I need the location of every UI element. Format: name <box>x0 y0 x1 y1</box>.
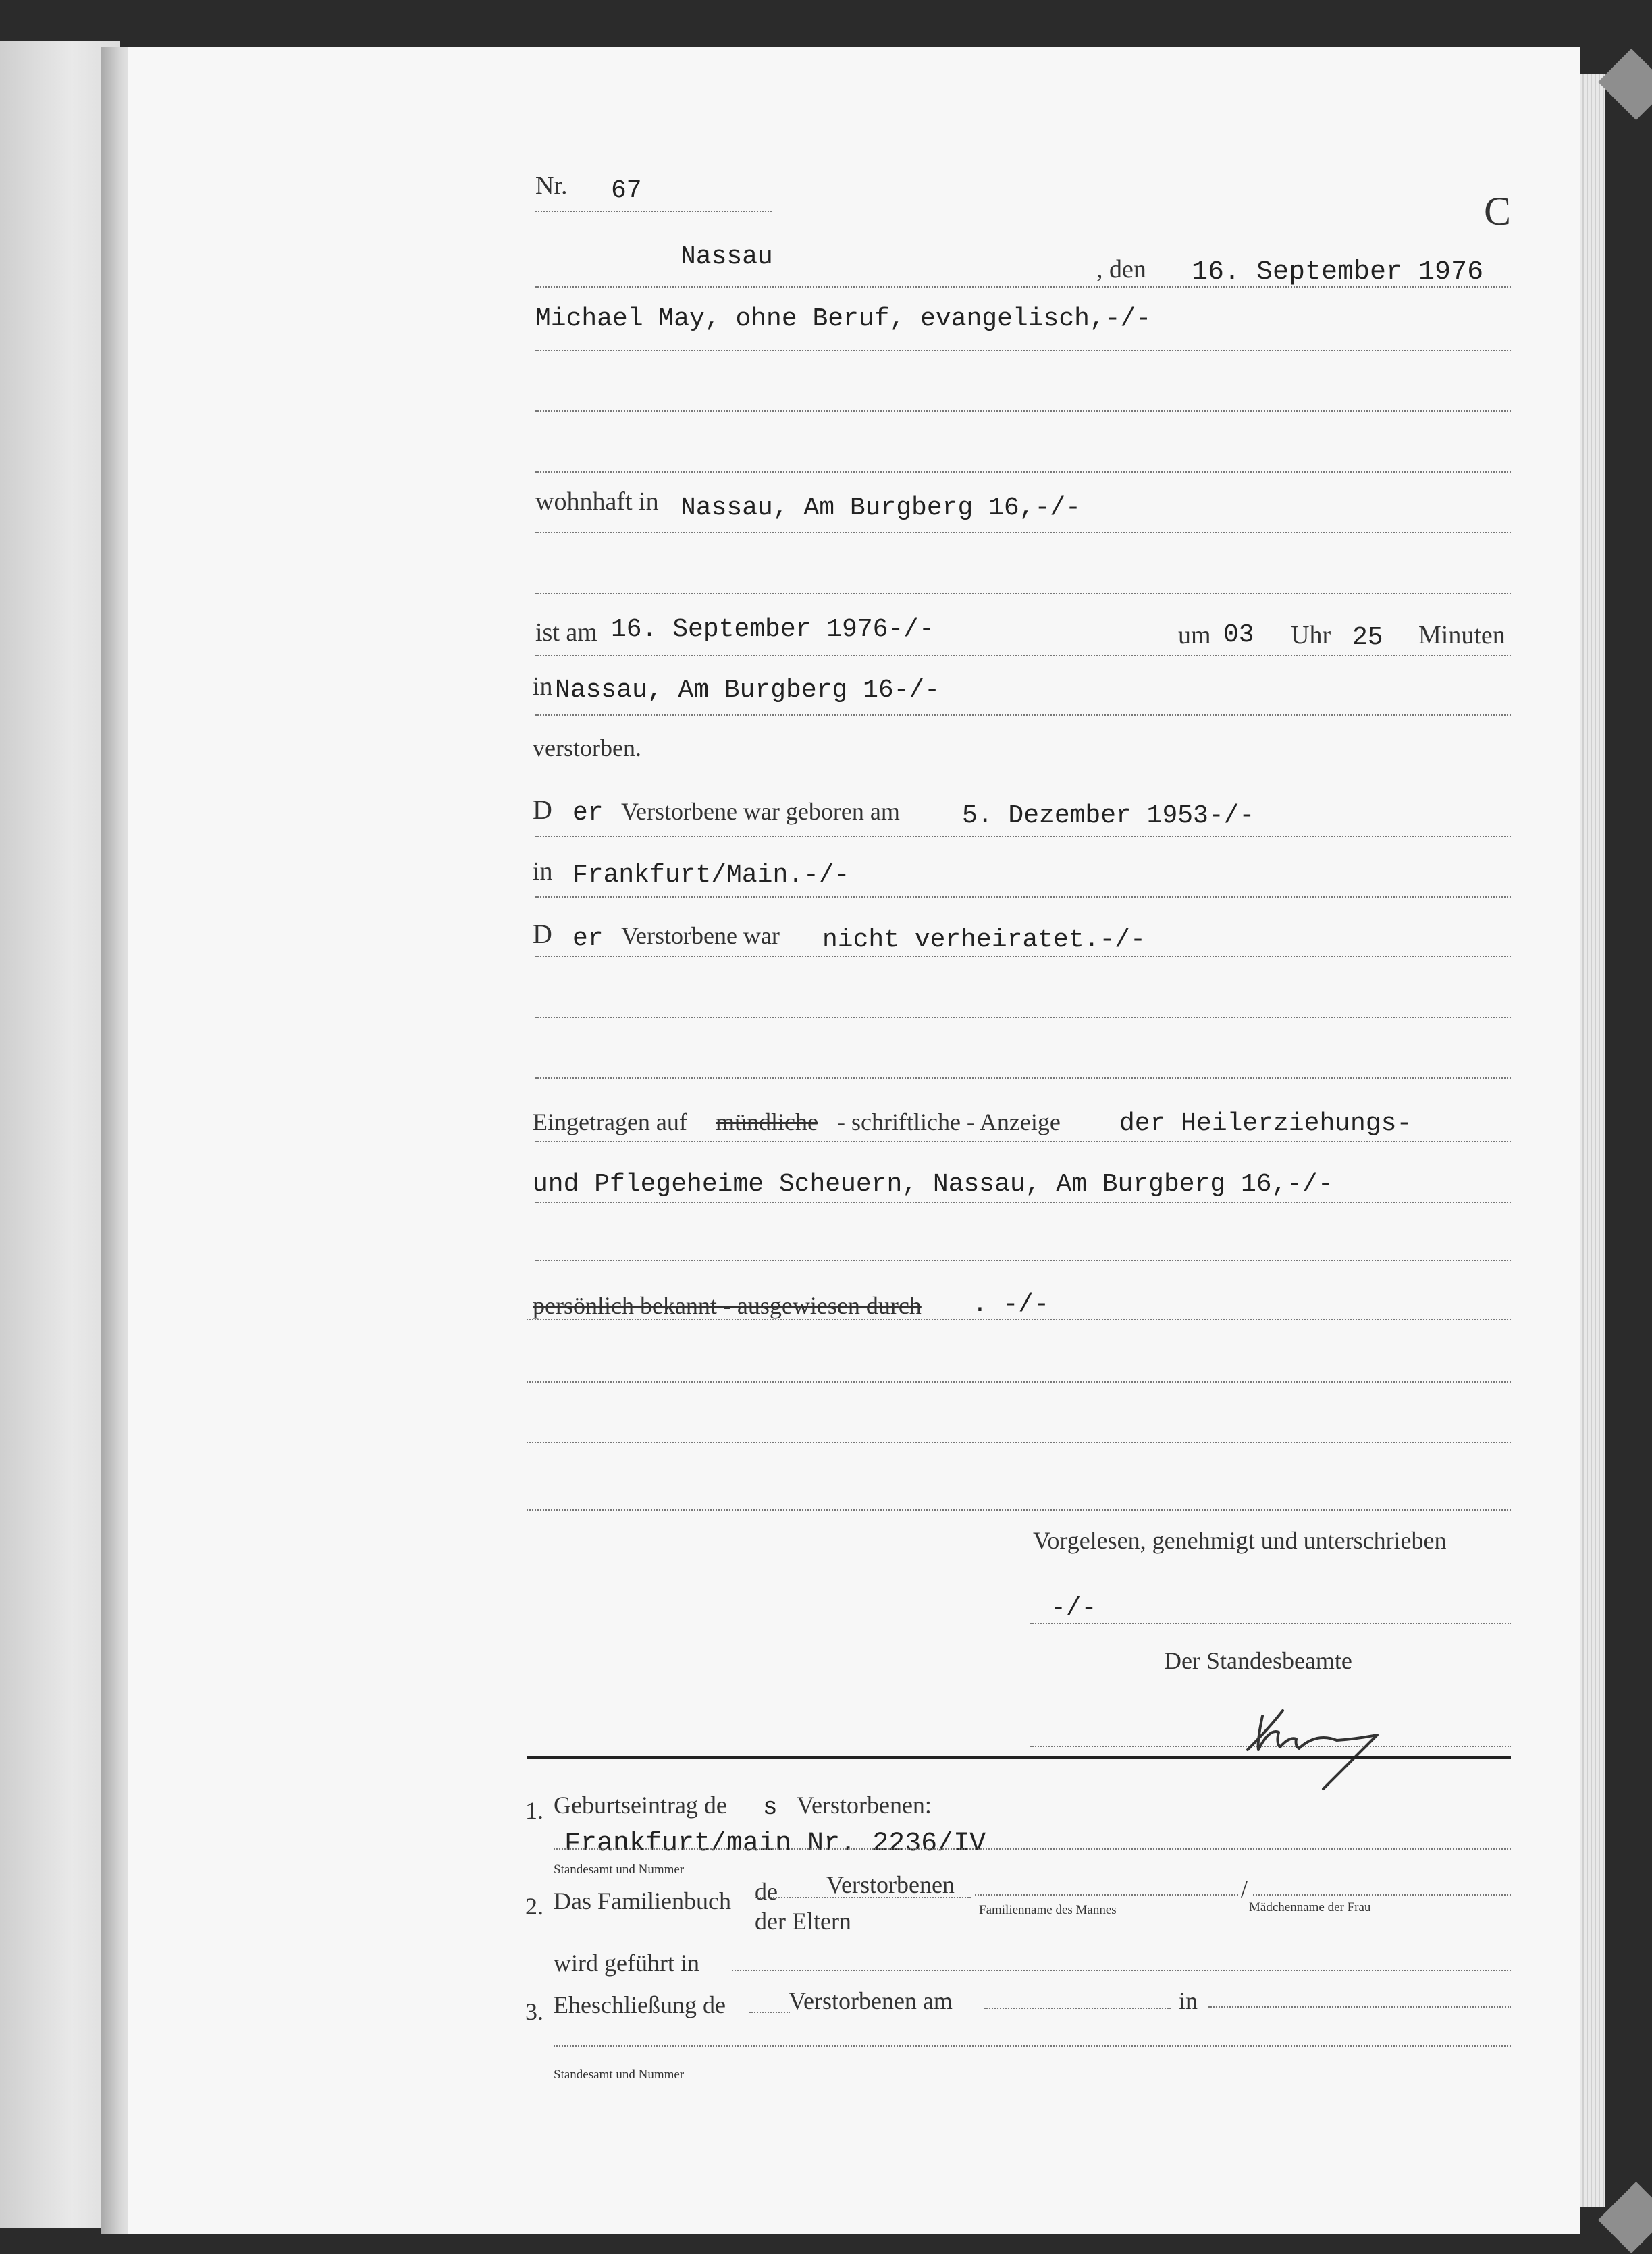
page-stack-edge <box>1580 74 1605 2207</box>
vorgelesen-text: Vorgelesen, genehmigt und unterschrieben <box>1033 1527 1447 1554</box>
marital-line-3 <box>535 1077 1511 1079</box>
ist-am-label: ist am <box>535 618 597 647</box>
birth-d-label: D <box>533 795 552 825</box>
entry-line-1: der Heilerziehungs- <box>1119 1109 1412 1138</box>
eingetragen-label: Eingetragen auf <box>533 1108 687 1135</box>
residence-line-2 <box>535 593 1511 594</box>
minuten-label: Minuten <box>1418 621 1506 649</box>
entry-dot-2 <box>535 1202 1511 1203</box>
person-line-3 <box>535 471 1511 473</box>
corner-protector-top <box>1598 49 1652 120</box>
signature-scribble <box>1242 1701 1431 1796</box>
persoenlich-struck: persönlich bekannt - ausgewiesen durch <box>533 1292 922 1319</box>
item3-label: Eheschließung de <box>554 1991 726 2018</box>
item3-label2: Verstorbenen am <box>789 1987 953 2014</box>
persoenlich-line <box>527 1319 1511 1320</box>
blank-line-2 <box>527 1442 1511 1443</box>
item2-num: 2. <box>525 1893 543 1920</box>
entry-dot-1 <box>535 1141 1511 1142</box>
marital-d-label: D <box>533 919 552 949</box>
eheschliessung-place-line <box>1208 2006 1511 2008</box>
marital-text-label: Verstorbene war <box>621 922 780 949</box>
item1-label2: Verstorbenen: <box>797 1792 932 1819</box>
standesamt-nummer-caption-2: Standesamt und Nummer <box>554 2068 685 2082</box>
item1-num: 1. <box>525 1797 543 1824</box>
place-line <box>535 286 1511 288</box>
den-label: , den <box>1096 255 1146 284</box>
register-letter: C <box>1484 189 1512 234</box>
death-minutes: 25 <box>1352 623 1383 652</box>
vorgelesen-line <box>1030 1623 1511 1624</box>
entry-dot-3 <box>535 1260 1511 1261</box>
muendliche-struck: mündliche <box>716 1108 818 1135</box>
death-hour: 03 <box>1223 620 1254 649</box>
entry-line-2: und Pflegeheime Scheuern, Nassau, Am Burgberg 16,-/- <box>533 1170 1333 1199</box>
nr-line <box>535 211 772 212</box>
residence-label: wohnhaft in <box>535 487 659 516</box>
item2-de-line <box>755 1897 971 1898</box>
birth-place: Frankfurt/Main.-/- <box>572 861 850 890</box>
wird-gefuehrt-label: wird geführt in <box>554 1950 699 1977</box>
person-line-2 <box>535 410 1511 412</box>
birth-in-label: in <box>533 857 553 886</box>
item2-eltern: der Eltern <box>755 1908 851 1935</box>
marital-line-2 <box>535 1017 1511 1018</box>
birth-entry-line <box>554 1848 1511 1850</box>
verstorben-label: verstorben. <box>533 734 641 761</box>
corner-protector-bottom <box>1598 2182 1652 2253</box>
marital-suffix: er <box>572 924 604 953</box>
standesamt-nummer-caption: Standesamt und Nummer <box>554 1862 685 1877</box>
birth-date: 5. Dezember 1953-/- <box>962 801 1255 830</box>
birth-text-label: Verstorbene war geboren am <box>621 798 900 825</box>
wird-gefuehrt-line <box>732 1970 1511 1971</box>
item1-suffix: s <box>763 1794 778 1821</box>
birth-suffix: er <box>572 799 604 828</box>
nr-label: Nr. <box>535 171 568 200</box>
marital-status: nicht verheiratet.-/- <box>822 925 1146 955</box>
death-place: Nassau, Am Burgberg 16-/- <box>555 676 940 705</box>
blank-line-1 <box>527 1381 1511 1383</box>
item3-in: in <box>1179 1987 1198 2014</box>
maedchenname-caption: Mädchenname der Frau <box>1249 1900 1371 1914</box>
item1-label: Geburtseintrag de <box>554 1792 727 1819</box>
place-value: Nassau <box>681 242 773 271</box>
residence-line <box>535 532 1511 533</box>
death-date-line <box>535 655 1511 656</box>
nr-value: 67 <box>611 176 642 205</box>
persoenlich-suffix: . -/- <box>972 1290 1050 1319</box>
death-place-line <box>535 714 1511 716</box>
familienname-line <box>975 1894 1238 1896</box>
footer-rule <box>527 1756 1511 1759</box>
eheschliessung-date-line <box>984 2008 1171 2009</box>
person-line-1 <box>535 350 1511 351</box>
date-value: 16. September 1976 <box>1192 257 1484 288</box>
familienname-caption: Familienname des Mannes <box>979 1903 1117 1917</box>
blank-line-3 <box>527 1509 1511 1511</box>
standesamt-line-2 <box>554 2045 1511 2047</box>
birth-entry-value: Frankfurt/main Nr. 2236/IV <box>564 1829 986 1859</box>
birth-place-line <box>535 896 1511 898</box>
item2-de: de <box>755 1878 778 1905</box>
uhr-label: Uhr <box>1291 621 1331 649</box>
vorgelesen-value: -/- <box>1050 1594 1097 1623</box>
um-label: um <box>1178 621 1211 649</box>
item2-label: Das Familienbuch <box>554 1887 731 1914</box>
item3-de-line <box>749 2012 790 2013</box>
death-in-label: in <box>533 672 553 701</box>
birth-date-line <box>535 836 1511 837</box>
person-name-line: Michael May, ohne Beruf, evangelisch,-/- <box>535 304 1152 333</box>
standesbeamte-label: Der Standesbeamte <box>1164 1647 1352 1674</box>
item3-num: 3. <box>525 1998 543 2025</box>
residence-value: Nassau, Am Burgberg 16,-/- <box>681 493 1081 522</box>
item2-verstorbenen: Verstorbenen <box>826 1871 955 1898</box>
schriftliche-label: - schriftliche - Anzeige <box>837 1108 1061 1135</box>
marital-line <box>535 956 1511 957</box>
maedchenname-line <box>1253 1894 1511 1896</box>
item2-slash: / <box>1241 1875 1248 1902</box>
death-date: 16. September 1976-/- <box>611 615 934 644</box>
